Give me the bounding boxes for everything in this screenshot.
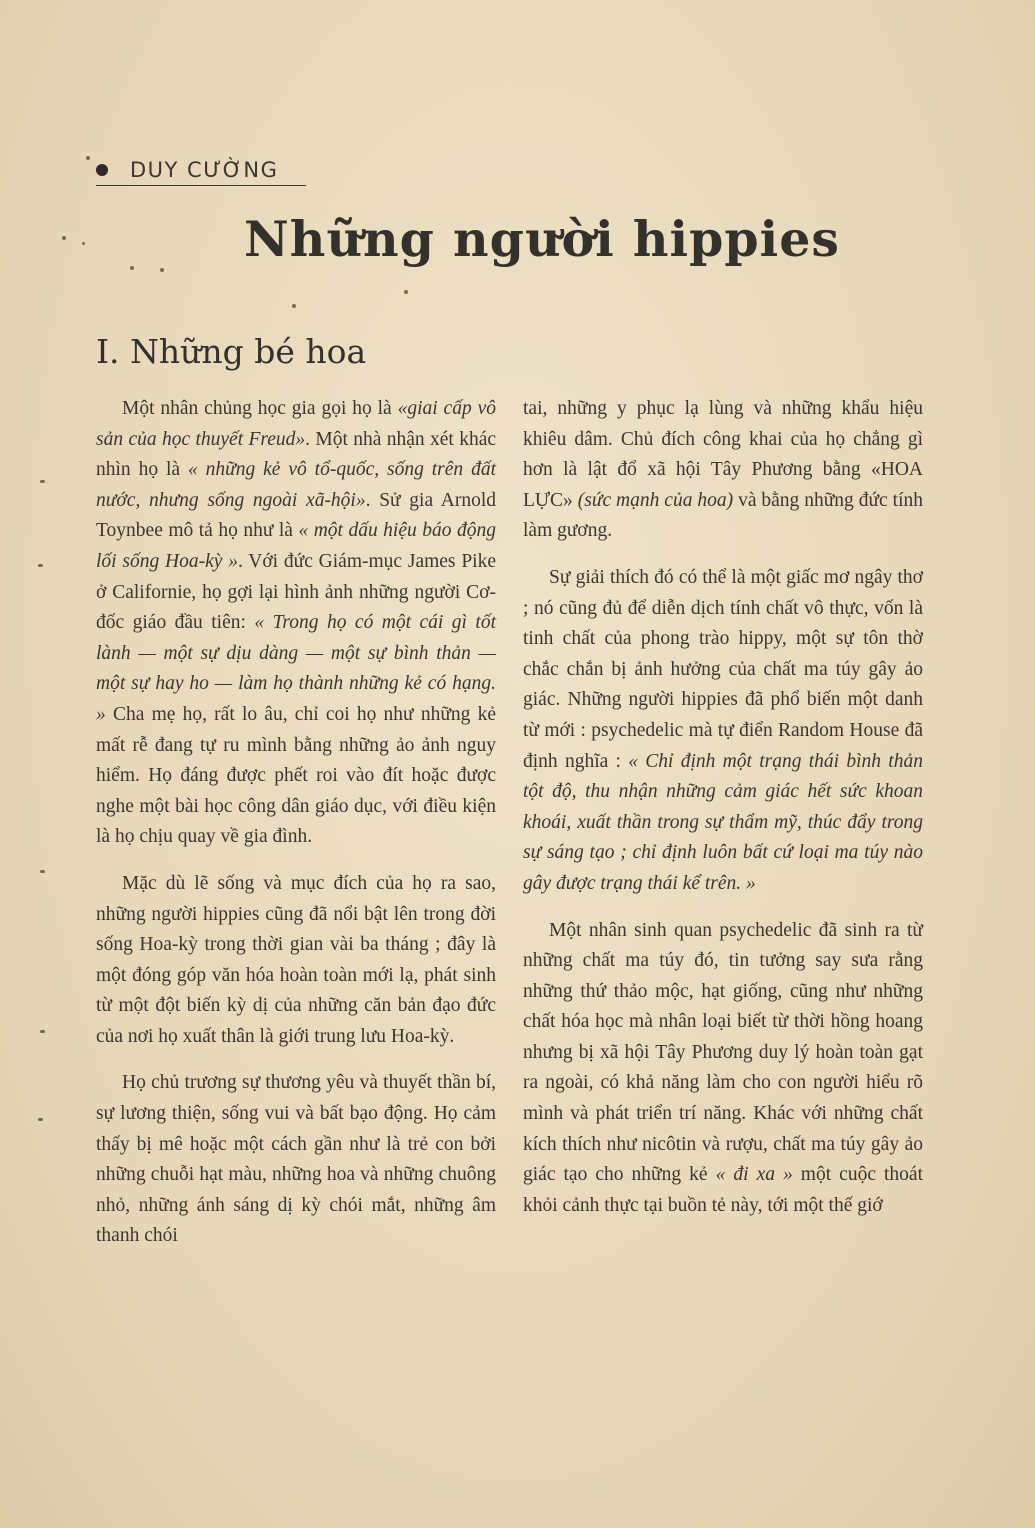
print-speck xyxy=(62,236,66,240)
print-speck xyxy=(292,304,296,308)
left-column xyxy=(96,394,496,1268)
author-byline xyxy=(96,152,278,188)
quote: « một dấu hiệu báo động lối sống Hoa-kỳ » xyxy=(96,520,496,572)
paragraph xyxy=(96,394,496,853)
text-run: Sự giải thích đó có thể là một giấc mơ ngây thơ ; nó cũng đủ để diễn dịch tính chất vô thực, vốn là tinh chất của phong trào hippy, một sự tôn thờ chắc chắn bị ảnh hưởng của chất ma túy gây ảo giác. Những người hippies đã phổ biến một danh từ mới : psychedelic mà tự điển Random House đã định nghĩa : xyxy=(523,566,923,772)
print-speck xyxy=(160,268,164,272)
text-run: Một nhân chủng học gia gọi họ là xyxy=(122,398,398,419)
print-speck xyxy=(40,1030,45,1033)
paragraph xyxy=(523,916,923,1222)
text-run: . Với đức Giám-mục James Pike ở Californie, họ gợi lại hình ảnh những người Cơ-đốc giáo đầu tiên: xyxy=(96,550,496,634)
author-name: DUY CƯỜNG xyxy=(130,158,279,182)
print-speck xyxy=(38,1118,43,1121)
paragraph xyxy=(523,563,923,900)
print-speck xyxy=(130,266,134,270)
paragraph: Mặc dù lẽ sống và mục đích của họ ra sao, những người hippies cũng đã nổi bật lên trong đời sống Hoa-kỳ trong thời gian vài ba tháng ; đây là một đóng góp văn hóa hoàn toàn mới lạ, phát sinh từ một đột biến kỳ dị của những căn bản đạo đức của nơi họ xuất thân là giới trung lưu Hoa-kỳ. xyxy=(96,872,496,1047)
print-speck xyxy=(40,480,45,483)
text-run: Một nhân sinh quan psychedelic đã sinh ra từ những chất ma túy đó, tin tưởng say sưa rằng những thứ thảo mộc, hạt giống, cũng như những chất hóa học mà nhân loại biết từ thời hồng hoang nhưng bị xã hội Tây Phương duy lý hoàn toàn gạt ra ngoài, có khả năng làm cho con người hiểu rõ mình và phát triển trí năng. Khác với những chất kích thích như nicôtin và rượu, chất ma túy gây ảo giác tạo cho những kẻ xyxy=(523,919,923,1186)
text-run: tai, những y phục lạ lùng và những khẩu hiệu khiêu dâm. Chủ đích công khai của họ chẳng gì hơn là lật đổ xã hội Tây Phương bằng «HOA LỰC» xyxy=(523,398,923,511)
paragraph xyxy=(523,394,923,547)
text-run: Cha mẹ họ, rất lo âu, chỉ coi họ như những kẻ mất rễ đang tự ru mình bằng những ảo ảnh nguy hiểm. Họ đáng được phết roi vào đít hoặc được nghe một bài học công dân giáo dục, với điều kiện là họ chịu quay về gia đình. xyxy=(96,703,496,848)
right-column xyxy=(523,394,923,1237)
quote: « đi xa » xyxy=(715,1164,793,1186)
text-run: . Một nhà nhận xét khác nhìn họ là xyxy=(96,428,497,481)
print-speck xyxy=(86,156,90,160)
print-speck xyxy=(82,242,85,245)
author-underline xyxy=(96,185,306,186)
quote: «giai cấp vô sản của học thuyết Freud» xyxy=(96,398,496,450)
quote: « những kẻ vô tổ-quốc, sống trên đất nước, nhưng sống ngoài xã-hội» xyxy=(96,459,496,511)
quote: « Trong họ có một cái gì tốt lành — một sự dịu dàng — một sự bình thản — một sự hay ho — làm họ thành những kẻ có hạng. » xyxy=(96,612,496,725)
print-speck xyxy=(40,870,45,873)
article-title: Những người hippies xyxy=(244,210,840,268)
quote: « Chỉ định một trạng thái bình thản tột độ, thu nhận những cảm giác hết sức khoan khoái, xuất thần trong sự thẩm mỹ, thúc đẩy trong sự sáng tạo ; chỉ định luôn bất cứ loại ma túy nào gây được trạng thái kể trên. » xyxy=(523,750,923,894)
paragraph: Họ chủ trương sự thương yêu và thuyết thần bí, sự lương thiện, sống vui và bất bạo động. Họ cảm thấy bị mê hoặc một cách gần như là trẻ con bởi những chuỗi hạt màu, những hoa và những chuông nhỏ, những ánh sáng dị kỳ chói mắt, những âm thanh chói xyxy=(96,1072,496,1247)
text-run: . Sử gia Arnold Toynbee mô tả họ như là xyxy=(96,489,497,542)
section-heading: I. Những bé hoa xyxy=(96,332,367,371)
print-speck xyxy=(38,564,43,567)
bullet-icon xyxy=(96,164,108,176)
text-run: và bằng những đức tính làm gương. xyxy=(523,489,923,542)
quote: (sức mạnh của hoa) xyxy=(577,489,734,511)
text-run: một cuộc thoát khỏi cảnh thực tại buồn tẻ này, tới một thế giớ xyxy=(523,1164,923,1216)
print-speck xyxy=(404,290,408,294)
